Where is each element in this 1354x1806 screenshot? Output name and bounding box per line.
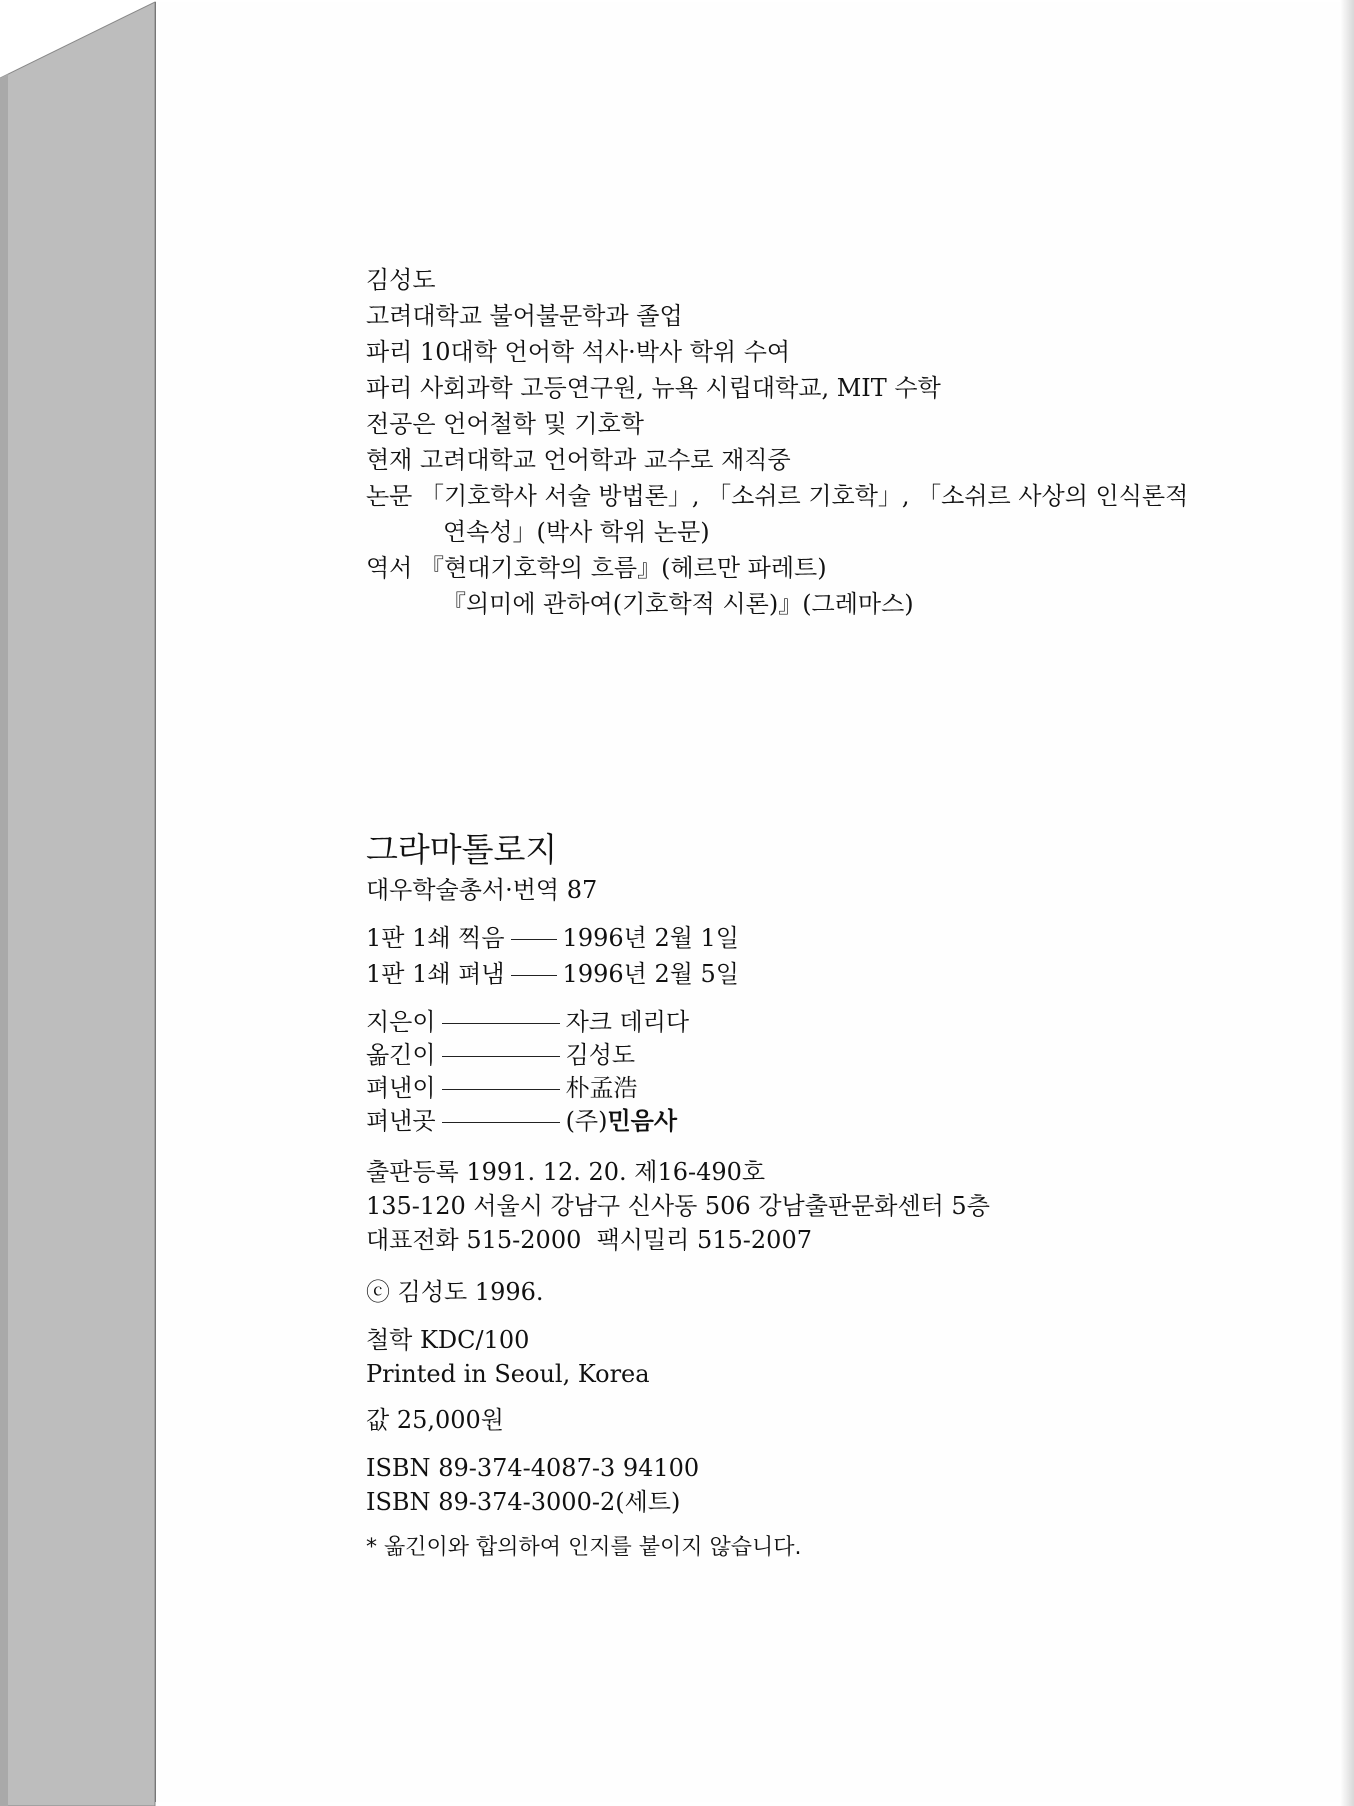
copyright: ⓒ 김성도 1996. [366,1278,544,1306]
page-edge-shadow [1340,0,1354,1806]
credit-author [366,1004,990,1037]
bio-line-3: 파리 사회과학 고등연구원, 뉴욕 시립대학교, MIT 수학 [366,374,941,402]
translator-name: 김성도 [366,266,436,294]
translations-label: 역서 [366,554,413,582]
price: 값 25,000원 [366,1406,504,1434]
publisher-prefix: (주) [565,1107,608,1135]
papers-line [366,478,1188,514]
isbn-1: ISBN 89-374-4087-3 94100 [366,1454,700,1482]
credit-label: 옮긴이 [366,1041,436,1069]
credit-translator [366,1037,990,1070]
credit-label: 펴낸이 [366,1074,436,1102]
credit-publisher-person [366,1070,990,1103]
papers-line-2: 연속성」(박사 학위 논문) [443,518,710,546]
publish-date-line [366,956,990,992]
seal-note: * 옮긴이와 합의하여 인지를 붙이지 않습니다. [366,1535,802,1560]
translations-line-2: 『의미에 관하여(기호학적 시론)』(그레마스) [442,590,914,618]
bio-line-5: 현재 고려대학교 언어학과 교수로 재직중 [366,446,791,474]
print-date-line [366,920,990,956]
classification: 철학 KDC/100 [366,1326,530,1354]
translations-line [366,550,1188,586]
publish-date: 1996년 2월 5일 [562,960,739,988]
credit-value: 김성도 [565,1041,636,1069]
printed-in: Printed in Seoul, Korea [366,1360,650,1388]
translator-bio [366,262,1188,622]
address: 135-120 서울시 강남구 신사동 506 강남출판문화센터 5층 [366,1192,990,1220]
colophon [366,828,990,1566]
phone-line: 대표전화 515-2000 팩시밀리 515-2007 [366,1226,812,1254]
print-date: 1996년 2월 1일 [562,924,739,952]
credit-label: 지은이 [366,1008,436,1036]
bio-line-2: 파리 10대학 언어학 석사·박사 학위 수여 [366,338,791,366]
book-title: 그라마톨로지 [366,830,558,869]
credit-value: 朴孟浩 [565,1074,638,1102]
bio-line-4: 전공은 언어철학 및 기호학 [366,410,644,438]
translations-text: 『현대기호학의 흐름』(헤르만 파레트) [420,554,827,582]
bio-line-1: 고려대학교 불어불문학과 졸업 [366,302,683,330]
credit-publisher [366,1103,990,1136]
publish-label: 1판 1쇄 펴냄 [366,960,505,988]
papers-text: 「기호학사 서술 방법론」, 「소쉬르 기호학」, 「소쉬르 사상의 인식론적 [420,482,1189,510]
publisher-logo: 민음사 [607,1107,678,1135]
series-name: 대우학술총서·번역 87 [366,876,598,904]
papers-label: 논문 [366,482,413,510]
registration: 출판등록 1991. 12. 20. 제16-490호 [366,1158,766,1186]
isbn-2: ISBN 89-374-3000-2(세트) [366,1488,681,1516]
credit-value: 자크 데리다 [565,1008,690,1036]
publisher-label: 펴낸곳 [366,1107,436,1135]
print-label: 1판 1쇄 찍음 [366,924,505,952]
